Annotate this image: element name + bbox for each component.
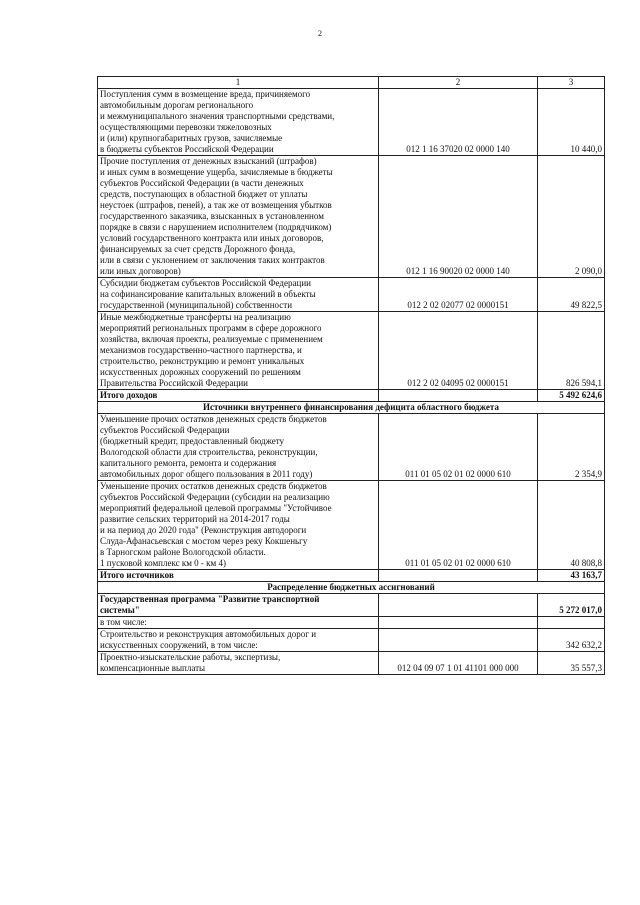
section-title: Источники внутреннего финансирования дефицита областного бюджета (98, 402, 605, 414)
header-col-3: 3 (538, 77, 605, 89)
row-code: 011 01 05 02 01 02 0000 610 (379, 414, 538, 481)
row-code (379, 594, 538, 617)
table-header-row (98, 77, 605, 89)
section-header-row (98, 402, 605, 414)
budget-table (97, 76, 605, 675)
row-code: 012 04 09 07 1 01 41101 000 000 (379, 652, 538, 675)
table-row (98, 617, 605, 629)
row-code: 012 1 16 90020 02 0000 140 (379, 156, 538, 278)
row-description: Уменьшение прочих остатков денежных средств бюджетов субъектов Российской Федерации (бюджетный кредит, предоставленный бюджету Вологодской области для строительства, реконструкции, капитального ремонта, ремонта и содержания автомобильных дорог общего пользования в 2011 году) (98, 414, 379, 481)
header-col-1: 1 (98, 77, 379, 89)
row-amount (538, 617, 605, 629)
total-income-row (98, 390, 605, 402)
row-description: Иные межбюджетные трансферты на реализацию мероприятий региональных программ в сфере дорожного хозяйства, включая проекты, реализуемые с применением механизмов государственно-частного партнерства, и строительство, реконструкцию и ремонт уникальных искусственных дорожных сооружений по решениям Правительства Российской Федерации (98, 312, 379, 390)
row-code: 012 2 02 04095 02 0000151 (379, 312, 538, 390)
section-header-row (98, 582, 605, 594)
table-row (98, 312, 605, 390)
row-code (379, 617, 538, 629)
page-number: 2 (318, 29, 322, 38)
table-row (98, 89, 605, 156)
row-code (379, 390, 538, 402)
row-description: Строительство и реконструкция автомобильных дорог и искусственных сооружений, в том числе: (98, 629, 379, 652)
total-label: Итого источников (98, 570, 379, 582)
row-amount: 35 557,3 (538, 652, 605, 675)
row-description: Проектно-изыскательские работы, экспертизы, компенсационные выплаты (98, 652, 379, 675)
table-row (98, 414, 605, 481)
program-row (98, 594, 605, 617)
row-description: Поступления сумм в возмещение вреда, причиняемого автомобильным дорогам регионального и межмуниципального значения транспортными средствами, осуществляющими перевозки тяжеловозных и (или) крупногабаритных грузов, зачисляемые в бюджеты субъектов Российской Федерации (98, 89, 379, 156)
row-code (379, 570, 538, 582)
row-amount: 2 354,9 (538, 414, 605, 481)
table-row (98, 278, 605, 312)
total-sources-row (98, 570, 605, 582)
row-amount: 10 440,0 (538, 89, 605, 156)
total-amount: 43 163,7 (538, 570, 605, 582)
row-description: Уменьшение прочих остатков денежных средств бюджетов субъектов Российской Федерации (субсидии на реализацию мероприятий федеральной целевой программы "Устойчивое развитие сельских территорий на 2014-2017 годы и на период до 2020 года" (Реконструкция автодороги Слуда-Афанасьевская с мостом через реку Кокшеньгу в Тарногском районе Вологодской области. 1 пусковой комплекс км 0 - км 4) (98, 481, 379, 570)
row-code: 012 1 16 37020 02 0000 140 (379, 89, 538, 156)
row-amount: 826 594,1 (538, 312, 605, 390)
row-amount: 49 822,5 (538, 278, 605, 312)
row-code: 011 01 05 02 01 02 0000 610 (379, 481, 538, 570)
section-title: Распределение бюджетных ассигнований (98, 582, 605, 594)
row-amount: 2 090,0 (538, 156, 605, 278)
row-description: Прочие поступления от денежных взысканий (штрафов) и иных сумм в возмещение ущерба, зачисляемые в бюджеты субъектов Российской Федерации (в части денежных средств, поступающих в областной бюджет от уплаты неустоек (штрафов, пеней), а так же от возмещения убытков государственного заказчика, взысканных в установленном порядке в связи с нарушением исполнителем (подрядчиком) условий государственного контракта или иных договоров, финансируемых за счет средств Дорожного фонда, или в связи с уклонением от заключения таких контрактов или иных договоров) (98, 156, 379, 278)
table-row (98, 156, 605, 278)
total-label: Итого доходов (98, 390, 379, 402)
row-code: 012 2 02 02077 02 0000151 (379, 278, 538, 312)
row-description: в том числе: (98, 617, 379, 629)
row-description: Субсидии бюджетам субъектов Российской Федерации на софинансирование капитальных вложений в объекты государственной (муниципальной) собственности (98, 278, 379, 312)
header-col-2: 2 (379, 77, 538, 89)
table-row (98, 629, 605, 652)
total-amount: 5 492 624,6 (538, 390, 605, 402)
row-code (379, 629, 538, 652)
program-amount: 5 272 017,0 (538, 594, 605, 617)
row-amount: 40 808,8 (538, 481, 605, 570)
program-title: Государственная программа "Развитие транспортной системы" (98, 594, 379, 617)
row-amount: 342 632,2 (538, 629, 605, 652)
table-row (98, 481, 605, 570)
table-row (98, 652, 605, 675)
